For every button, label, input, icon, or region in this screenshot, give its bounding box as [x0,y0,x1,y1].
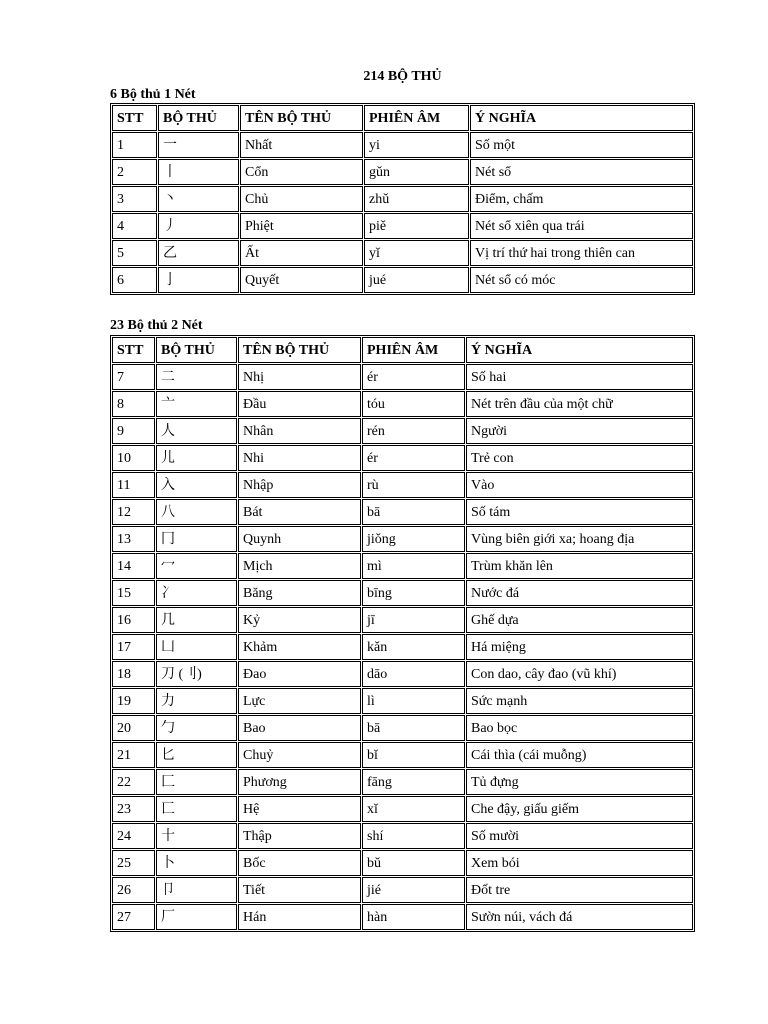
pinyin-cell: xǐ [362,796,465,822]
meaning-cell: Ghế dựa [466,607,693,633]
meaning-cell: Há miệng [466,634,693,660]
table-header-row [112,105,693,131]
pinyin-cell: kǎn [362,634,465,660]
table-row [112,364,693,390]
pinyin-cell: bīng [362,580,465,606]
stt-cell: 18 [112,661,155,687]
radical-name-cell: Tiết [238,877,361,903]
stt-cell: 6 [112,267,157,293]
table-row [112,418,693,444]
pinyin-cell: lì [362,688,465,714]
meaning-cell: Nước đá [466,580,693,606]
table-row [112,688,693,714]
table-row [112,472,693,498]
radical-cell: 厂 [156,904,237,930]
radical-table-1-stroke [110,103,695,295]
meaning-cell: Vị trí thứ hai trong thiên can [470,240,693,266]
column-header: BỘ THỦ [158,105,239,131]
pinyin-cell: jī [362,607,465,633]
pinyin-cell: rù [362,472,465,498]
radical-cell: 勹 [156,715,237,741]
column-header: STT [112,337,155,363]
radical-name-cell: Đầu [238,391,361,417]
radical-name-cell: Hán [238,904,361,930]
radical-cell: 丿 [158,213,239,239]
radical-cell: 亠 [156,391,237,417]
column-header: BỘ THỦ [156,337,237,363]
radical-cell: 一 [158,132,239,158]
column-header: Ý NGHĨA [466,337,693,363]
radical-cell: 匚 [156,769,237,795]
meaning-cell: Nét trên đầu của một chữ [466,391,693,417]
radical-name-cell: Bao [238,715,361,741]
table-row [112,499,693,525]
pinyin-cell: ér [362,445,465,471]
radical-cell: 冖 [156,553,237,579]
table-row [112,715,693,741]
radical-cell: 匕 [156,742,237,768]
meaning-cell: Bao bọc [466,715,693,741]
table-row [112,850,693,876]
stt-cell: 9 [112,418,155,444]
radical-cell: 丨 [158,159,239,185]
stt-cell: 13 [112,526,155,552]
radical-cell: 卜 [156,850,237,876]
stt-cell: 8 [112,391,155,417]
pinyin-cell: bā [362,715,465,741]
stt-cell: 24 [112,823,155,849]
stt-cell: 20 [112,715,155,741]
column-header: STT [112,105,157,131]
meaning-cell: Điểm, chấm [470,186,693,212]
pinyin-cell: shí [362,823,465,849]
meaning-cell: Tủ đựng [466,769,693,795]
pinyin-cell: mì [362,553,465,579]
radical-name-cell: Nhị [238,364,361,390]
pinyin-cell: bā [362,499,465,525]
radical-name-cell: Hệ [238,796,361,822]
document-title: 214 BỘ THỦ [363,69,442,84]
table-row [112,391,693,417]
meaning-cell: Số mười [466,823,693,849]
pinyin-cell: jié [362,877,465,903]
table-row [112,769,693,795]
radical-cell: 入 [156,472,237,498]
radical-cell: 二 [156,364,237,390]
pinyin-cell: hàn [362,904,465,930]
radical-cell: 几 [156,607,237,633]
radical-name-cell: Thập [238,823,361,849]
pinyin-cell: piě [364,213,469,239]
meaning-cell: Xem bói [466,850,693,876]
meaning-cell: Sức mạnh [466,688,693,714]
meaning-cell: Vùng biên giới xa; hoang địa [466,526,693,552]
pinyin-cell: ér [362,364,465,390]
meaning-cell: Trẻ con [466,445,693,471]
radical-name-cell: Bốc [238,850,361,876]
radical-name-cell: Băng [238,580,361,606]
radical-name-cell: Nhân [238,418,361,444]
meaning-cell: Số hai [466,364,693,390]
pinyin-cell: zhǔ [364,186,469,212]
pinyin-cell: jiǒng [362,526,465,552]
meaning-cell: Nét sổ có móc [470,267,693,293]
radical-name-cell: Kỷ [238,607,361,633]
radical-cell: 凵 [156,634,237,660]
table-row [112,186,693,212]
column-header: PHIÊN ÂM [364,105,469,131]
radical-name-cell: Chủ [240,186,363,212]
meaning-cell: Sườn núi, vách đá [466,904,693,930]
section-heading: 6 Bộ thủ 1 Nét [110,87,196,102]
radical-cell: 乙 [158,240,239,266]
radical-name-cell: Nhất [240,132,363,158]
stt-cell: 15 [112,580,155,606]
radical-name-cell: Bát [238,499,361,525]
radical-name-cell: Ất [240,240,363,266]
table-row [112,796,693,822]
pinyin-cell: tóu [362,391,465,417]
stt-cell: 14 [112,553,155,579]
radical-name-cell: Cổn [240,159,363,185]
stt-cell: 16 [112,607,155,633]
pinyin-cell: yǐ [364,240,469,266]
radical-cell: 八 [156,499,237,525]
pinyin-cell: yi [364,132,469,158]
stt-cell: 17 [112,634,155,660]
table-row [112,904,693,930]
table-row [112,526,693,552]
stt-cell: 23 [112,796,155,822]
radical-cell: 丶 [158,186,239,212]
stt-cell: 22 [112,769,155,795]
radical-cell: 刀 (刂) [156,661,237,687]
meaning-cell: Người [466,418,693,444]
meaning-cell: Đốt tre [466,877,693,903]
table-row [112,742,693,768]
meaning-cell: Số tám [466,499,693,525]
stt-cell: 4 [112,213,157,239]
section-heading: 23 Bộ thủ 2 Nét [110,318,203,333]
radical-name-cell: Lực [238,688,361,714]
radical-name-cell: Chuỷ [238,742,361,768]
radical-cell: 十 [156,823,237,849]
pinyin-cell: bǔ [362,850,465,876]
radical-cell: 人 [156,418,237,444]
stt-cell: 10 [112,445,155,471]
stt-cell: 26 [112,877,155,903]
radical-name-cell: Đao [238,661,361,687]
stt-cell: 5 [112,240,157,266]
meaning-cell: Nét sổ xiên qua trái [470,213,693,239]
stt-cell: 2 [112,159,157,185]
radical-cell: 儿 [156,445,237,471]
stt-cell: 3 [112,186,157,212]
table-row [112,661,693,687]
stt-cell: 27 [112,904,155,930]
stt-cell: 11 [112,472,155,498]
meaning-cell: Cái thìa (cái muỗng) [466,742,693,768]
meaning-cell: Nét sổ [470,159,693,185]
radical-cell: 亅 [158,267,239,293]
table-row [112,159,693,185]
radical-name-cell: Khảm [238,634,361,660]
pinyin-cell: jué [364,267,469,293]
stt-cell: 25 [112,850,155,876]
table-row [112,213,693,239]
radical-name-cell: Phiệt [240,213,363,239]
table-row [112,267,693,293]
table-row [112,553,693,579]
radical-cell: 冂 [156,526,237,552]
table-row [112,877,693,903]
stt-cell: 1 [112,132,157,158]
stt-cell: 12 [112,499,155,525]
radical-name-cell: Nhập [238,472,361,498]
pinyin-cell: gǔn [364,159,469,185]
table-row [112,823,693,849]
pinyin-cell: bǐ [362,742,465,768]
table-header-row [112,337,693,363]
radical-name-cell: Mịch [238,553,361,579]
meaning-cell: Con dao, cây đao (vũ khí) [466,661,693,687]
pinyin-cell: fāng [362,769,465,795]
radical-name-cell: Quynh [238,526,361,552]
column-header: Ý NGHĨA [470,105,693,131]
stt-cell: 19 [112,688,155,714]
meaning-cell: Số một [470,132,693,158]
table-row [112,580,693,606]
stt-cell: 7 [112,364,155,390]
radical-cell: 力 [156,688,237,714]
meaning-cell: Vào [466,472,693,498]
table-row [112,634,693,660]
radical-name-cell: Phương [238,769,361,795]
radical-name-cell: Nhi [238,445,361,471]
meaning-cell: Che đậy, giấu giếm [466,796,693,822]
column-header: TÊN BỘ THỦ [238,337,361,363]
radical-cell: 冫 [156,580,237,606]
pinyin-cell: rén [362,418,465,444]
column-header: TÊN BỘ THỦ [240,105,363,131]
table-row [112,445,693,471]
radical-cell: 匸 [156,796,237,822]
radical-table-2-strokes [110,335,695,932]
table-row [112,132,693,158]
radical-name-cell: Quyết [240,267,363,293]
table-row [112,240,693,266]
table-row [112,607,693,633]
meaning-cell: Trùm khăn lên [466,553,693,579]
column-header: PHIÊN ÂM [362,337,465,363]
stt-cell: 21 [112,742,155,768]
radical-cell: 卩 [156,877,237,903]
pinyin-cell: dāo [362,661,465,687]
